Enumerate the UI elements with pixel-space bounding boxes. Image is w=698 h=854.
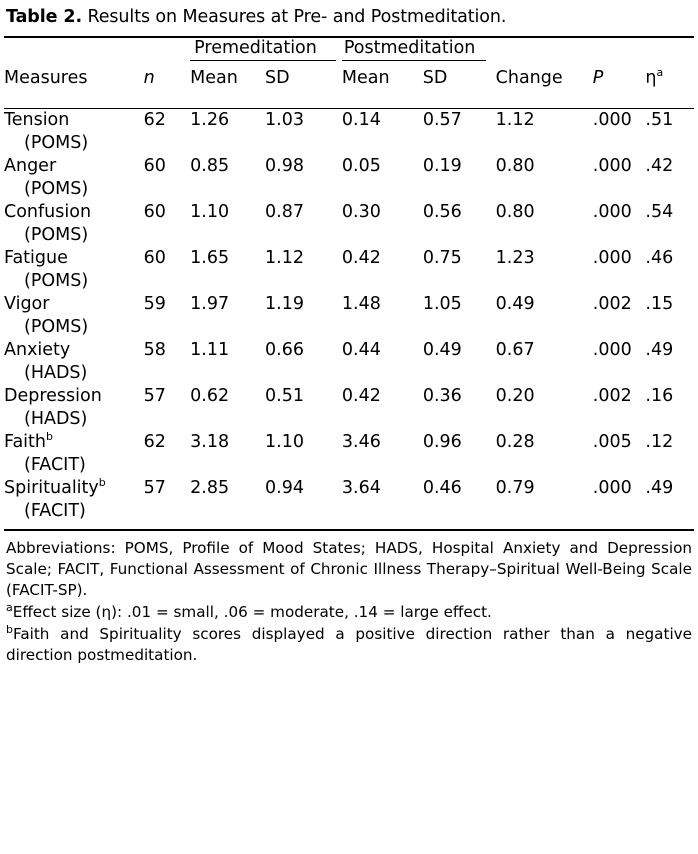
table-row xyxy=(4,477,694,523)
row-n: 57 xyxy=(143,478,166,498)
note-a-superscript: a xyxy=(6,600,13,614)
row-pre-mean: 1.65 xyxy=(190,248,230,268)
row-measure-superscript: b xyxy=(46,430,53,444)
column-header-post-mean: Mean xyxy=(341,68,390,88)
row-measure-instrument: (POMS) xyxy=(24,133,89,153)
column-header-n: n xyxy=(143,68,155,88)
row-post-mean: 0.14 xyxy=(341,110,381,130)
row-pre-mean: 0.62 xyxy=(190,386,230,406)
row-p: .005 xyxy=(592,432,632,452)
group-header-premeditation-label: Premeditation xyxy=(190,38,336,61)
row-n: 59 xyxy=(143,294,166,314)
group-header-empty xyxy=(4,38,144,68)
row-measure-instrument: (HADS) xyxy=(24,363,88,383)
row-measure-name: Vigor xyxy=(4,294,50,314)
row-p: .002 xyxy=(592,294,632,314)
row-p: .000 xyxy=(592,202,632,222)
row-post-sd: 0.46 xyxy=(422,478,462,498)
row-eta: .51 xyxy=(645,110,674,130)
row-n: 60 xyxy=(143,248,166,268)
row-eta: .16 xyxy=(645,386,674,406)
row-measure xyxy=(4,339,144,385)
row-pre-sd: 1.12 xyxy=(265,248,304,268)
row-measure-instrument: (FACIT) xyxy=(24,455,86,475)
row-eta: .49 xyxy=(645,478,674,498)
row-pre-sd: 0.98 xyxy=(265,156,304,176)
row-pre-sd: 0.51 xyxy=(265,386,304,406)
row-measure xyxy=(4,431,144,477)
row-measure-instrument: (POMS) xyxy=(24,225,89,245)
note-b-text: Faith and Spirituality scores displayed a positive direction rather than a negative direction postmeditation. xyxy=(6,625,692,664)
row-pre-sd: 0.66 xyxy=(265,340,304,360)
row-measure xyxy=(4,247,144,293)
row-pre-sd: 0.94 xyxy=(265,478,304,498)
group-header-empty-n xyxy=(144,38,191,68)
table-row xyxy=(4,385,694,431)
row-post-sd: 0.49 xyxy=(422,340,462,360)
row-eta: .49 xyxy=(645,340,674,360)
row-post-sd: 0.96 xyxy=(422,432,462,452)
group-header-row xyxy=(4,38,694,68)
row-pre-sd: 1.10 xyxy=(265,432,304,452)
row-measure xyxy=(4,477,144,523)
row-pre-sd: 1.19 xyxy=(265,294,304,314)
table-number: Table 2. xyxy=(6,7,83,27)
row-measure-name: Anger xyxy=(4,156,57,176)
row-measure-instrument: (POMS) xyxy=(24,317,89,337)
note-abbreviations: Abbreviations: POMS, Profile of Mood States; HADS, Hospital Anxiety and Depression Scale; FACIT, Functional Assessment of Chronic Illness Therapy–Spiritual Well-Being Scale (FACIT-SP). xyxy=(6,539,692,599)
row-measure-instrument: (POMS) xyxy=(24,271,89,291)
group-header-empty-p xyxy=(593,38,646,68)
row-pre-mean: 1.10 xyxy=(190,202,230,222)
row-change: 0.20 xyxy=(495,386,535,406)
row-eta: .54 xyxy=(645,202,674,222)
column-header-pre-sd: SD xyxy=(265,68,290,88)
column-header-change: Change xyxy=(495,68,563,88)
group-header-postmeditation xyxy=(342,38,496,68)
row-n: 62 xyxy=(143,110,166,130)
row-pre-mean: 1.97 xyxy=(190,294,230,314)
row-change: 0.67 xyxy=(495,340,535,360)
row-measure-name: Faith xyxy=(4,432,46,452)
row-post-mean: 0.42 xyxy=(341,248,381,268)
table-row xyxy=(4,339,694,385)
column-header-post-sd: SD xyxy=(422,68,448,88)
row-measure xyxy=(4,109,144,155)
row-change: 0.28 xyxy=(495,432,535,452)
group-header-empty-change xyxy=(496,38,593,68)
row-eta: .46 xyxy=(645,248,674,268)
table-row xyxy=(4,109,694,155)
row-post-mean: 1.48 xyxy=(341,294,381,314)
group-header-premeditation xyxy=(190,38,342,68)
row-measure-name: Spirituality xyxy=(4,478,99,498)
row-measure xyxy=(4,385,144,431)
note-b xyxy=(6,624,692,666)
row-pre-mean: 3.18 xyxy=(190,432,230,452)
note-a xyxy=(6,602,692,623)
row-p: .000 xyxy=(592,248,632,268)
table-title: Results on Measures at Pre- and Postmeditation. xyxy=(82,7,507,27)
row-post-sd: 0.56 xyxy=(422,202,462,222)
row-post-mean: 0.44 xyxy=(341,340,381,360)
note-b-superscript: b xyxy=(6,622,13,636)
row-post-mean: 0.42 xyxy=(341,386,381,406)
column-header-eta-superscript: a xyxy=(656,66,664,80)
row-change: 0.80 xyxy=(495,202,535,222)
row-pre-sd: 1.03 xyxy=(265,110,304,130)
table-row xyxy=(4,293,694,339)
row-pre-mean: 0.85 xyxy=(190,156,230,176)
row-n: 60 xyxy=(143,202,166,222)
row-change: 0.79 xyxy=(495,478,535,498)
table-notes xyxy=(4,531,694,666)
row-measure-name: Fatigue xyxy=(4,248,68,268)
row-post-sd: 0.75 xyxy=(422,248,462,268)
row-measure-instrument: (HADS) xyxy=(24,409,88,429)
row-post-mean: 3.46 xyxy=(341,432,381,452)
note-a-text: Effect size (η): .01 = small, .06 = moderate, .14 = large effect. xyxy=(12,603,492,621)
row-measure-instrument: (POMS) xyxy=(24,179,89,199)
row-measure-name: Depression xyxy=(4,386,102,406)
row-measure-name: Confusion xyxy=(4,202,92,222)
group-header-postmeditation-label: Postmeditation xyxy=(342,38,486,61)
row-n: 62 xyxy=(143,432,166,452)
table-row xyxy=(4,431,694,477)
row-post-mean: 3.64 xyxy=(341,478,381,498)
results-table-body xyxy=(4,109,694,523)
row-eta: .12 xyxy=(645,432,674,452)
row-change: 1.12 xyxy=(495,110,535,130)
table-row xyxy=(4,155,694,201)
row-n: 57 xyxy=(143,386,166,406)
row-measure xyxy=(4,293,144,339)
row-p: .000 xyxy=(592,156,632,176)
row-pre-mean: 2.85 xyxy=(190,478,230,498)
row-pre-mean: 1.26 xyxy=(190,110,230,130)
results-table xyxy=(4,38,694,108)
row-change: 1.23 xyxy=(495,248,535,268)
table-row xyxy=(4,247,694,293)
row-post-mean: 0.05 xyxy=(341,156,381,176)
row-post-sd: 0.36 xyxy=(422,386,462,406)
column-header-eta xyxy=(645,68,694,108)
row-measure xyxy=(4,155,144,201)
table-row xyxy=(4,201,694,247)
table-caption xyxy=(4,0,694,36)
column-header-pre-mean: Mean xyxy=(190,68,238,88)
row-post-sd: 0.19 xyxy=(422,156,462,176)
column-header-row xyxy=(4,68,694,108)
column-header-eta-symbol: η xyxy=(645,68,657,88)
row-change: 0.80 xyxy=(495,156,535,176)
row-eta: .15 xyxy=(645,294,674,314)
row-eta: .42 xyxy=(645,156,674,176)
row-n: 58 xyxy=(143,340,166,360)
row-post-sd: 0.57 xyxy=(422,110,462,130)
row-pre-sd: 0.87 xyxy=(265,202,304,222)
row-p: .002 xyxy=(592,386,632,406)
row-measure-instrument: (FACIT) xyxy=(24,501,86,521)
row-p: .000 xyxy=(592,110,632,130)
row-n: 60 xyxy=(143,156,166,176)
row-post-mean: 0.30 xyxy=(341,202,381,222)
row-pre-mean: 1.11 xyxy=(190,340,230,360)
row-measure-name: Tension xyxy=(4,110,70,130)
row-change: 0.49 xyxy=(495,294,535,314)
column-header-measures: Measures xyxy=(4,68,88,88)
column-header-p: P xyxy=(592,68,604,88)
row-measure xyxy=(4,201,144,247)
row-p: .000 xyxy=(592,340,632,360)
group-header-empty-eta xyxy=(645,38,694,68)
row-post-sd: 1.05 xyxy=(422,294,462,314)
row-p: .000 xyxy=(592,478,632,498)
row-measure-superscript: b xyxy=(98,476,106,490)
row-measure-name: Anxiety xyxy=(4,340,71,360)
